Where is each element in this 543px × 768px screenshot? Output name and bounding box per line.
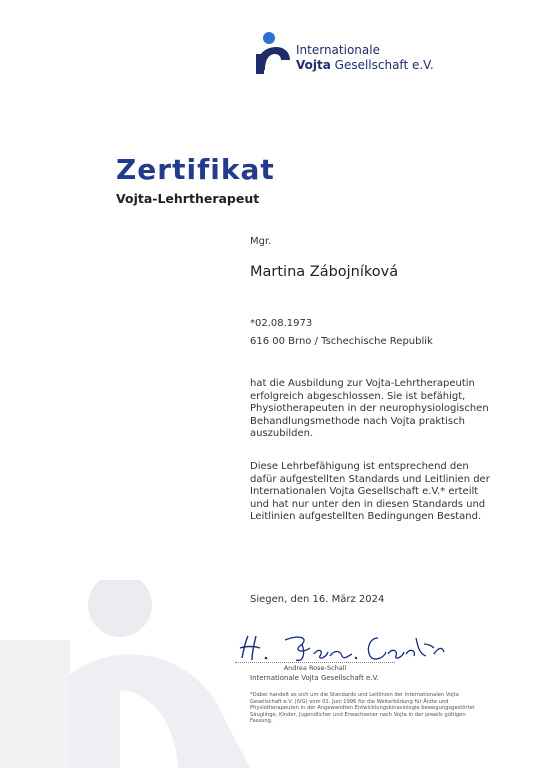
validity-statement: Diese Lehrbefähigung ist entsprechend den dafür aufgestellten Standards und Leitlinien der Internationalen Vojta Gesellschaft e.V.* erteilt und hat nur unter den in diesen Standards und Leitlinien aufgestellten Bedingungen Bestand. bbox=[250, 461, 490, 522]
signature-line bbox=[235, 662, 395, 663]
footnote: *Dabei handelt es sich um die Standards und Leitlinien der Internationalen Vojta Gesellschaft e.V. (IVG) vom 01. Juni 1996 für die Weiterbildung für Ärzte und Physiotherapeuten in der Angewandten Entwicklungskinesiologie bewegungsgestörter Säuglinge, Kinder, Jugendlicher und Erwachsener nach Vojta in der jeweils gültigen Fassung. bbox=[250, 692, 475, 725]
logo-line2-rest: Gesellschaft e.V. bbox=[330, 58, 434, 72]
signer-organization: Internationale Vojta Gesellschaft e.V. bbox=[250, 674, 379, 682]
watermark-logo-icon bbox=[0, 580, 250, 768]
place-and-date: Siegen, den 16. März 2024 bbox=[250, 594, 385, 605]
logo-line2 bbox=[296, 58, 434, 73]
recipient-address: 616 00 Brno / Tschechische Republik bbox=[250, 336, 433, 347]
handwritten-signature-icon bbox=[230, 628, 460, 666]
recipient-birthdate: *02.08.1973 bbox=[250, 318, 313, 329]
recipient-title: Mgr. bbox=[250, 236, 272, 247]
signer-name: Andrea Rose-Schall bbox=[283, 664, 347, 672]
qualification-statement: hat die Ausbildung zur Vojta-Lehrtherapeutin erfolgreich abgeschlossen. Sie ist befähigt, Physiotherapeuten in der neurophysiologischen Behandlungsmethode nach Vojta praktisch auszubilden. bbox=[250, 378, 489, 439]
logo-line2-bold: Vojta bbox=[296, 58, 331, 72]
organization-logo bbox=[250, 30, 490, 80]
logo-text bbox=[296, 43, 434, 73]
certificate-subtitle: Vojta-Lehrtherapeut bbox=[116, 191, 260, 206]
certificate-title: Zertifikat bbox=[116, 153, 275, 186]
recipient-name: Martina Zábojníková bbox=[250, 264, 399, 280]
logo-line1: Internationale bbox=[296, 43, 380, 57]
vojta-logo-icon bbox=[250, 30, 292, 78]
